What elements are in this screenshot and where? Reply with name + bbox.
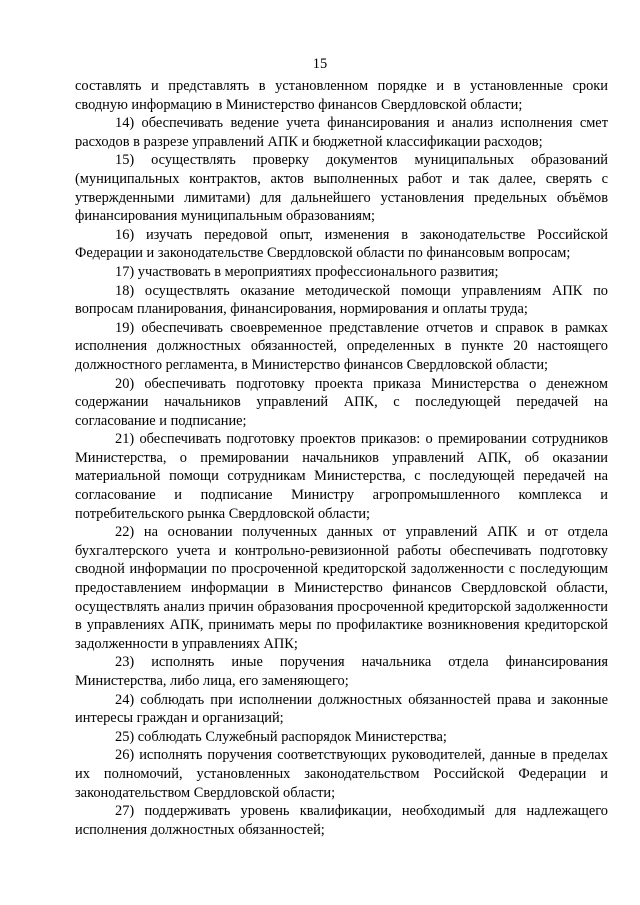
paragraph-item-23: 23) исполнять иные поручения начальника отдела финансирования Министерства, либо лица, его заменяющего;	[75, 654, 608, 689]
paragraph-item-18: 18) осуществлять оказание методической помощи управлениям АПК по вопросам планирования, финансирования, нормирования и оплаты труда;	[75, 282, 608, 318]
paragraph-item-27: 27) поддерживать уровень квалификации, необходимый для надлежащего исполнения должностных обязанностей;	[75, 803, 608, 838]
paragraph-item-26: 26) исполнять поручения соответствующих руководителей, данные в пределах их полномочий, установленных законодательством Российской Федерации и законодательством Свердловской области;	[75, 747, 608, 801]
paragraph-item-20: 20) обеспечивать подготовку проекта приказа Министерства о денежном содержании начальников управлений АПК, с последующей передачей на согласование и подписание;	[75, 375, 608, 429]
page-number: 15	[312, 56, 328, 72]
paragraph-continuation: составлять и представлять в установленном порядке и в установленные сроки сводную информацию в Министерство финансов Свердловской области;	[75, 78, 608, 113]
paragraph-item-21: 21) обеспечивать подготовку проектов приказов: о премировании сотрудников Министерства, о премировании начальников управлений АПК, об оказании материальной помощи сотрудникам Министерства, с последующей передачей на согласование и подписание Министру агропромышленного комплекса и потребительского рынка Свердловской области;	[75, 431, 608, 522]
paragraph-item-17: 17) участвовать в мероприятиях профессионального развития;	[115, 263, 499, 280]
paragraph-item-16: 16) изучать передовой опыт, изменения в законодательстве Российской Федерации и законодательстве Свердловской области по финансовым вопросам;	[75, 226, 608, 262]
paragraph-item-19: 19) обеспечивать своевременное представление отчетов и справок в рамках исполнения должностных обязанностей, определенных в пункте 20 настоящего должностного регламента, в Министерство финансов Свердловской области;	[75, 319, 608, 373]
paragraph-item-15: 15) осуществлять проверку документов муниципальных образований (муниципальных контрактов, актов выполненных работ и так далее, сверять с утвержденными лимитами) для дальнейшего установления предельных объёмов финансирования муниципальным образованиям;	[75, 152, 608, 225]
paragraph-item-25: 25) соблюдать Служебный распорядок Министерства;	[115, 728, 447, 745]
document-body	[75, 77, 608, 839]
paragraph-item-24: 24) соблюдать при исполнении должностных обязанностей права и законные интересы граждан и организаций;	[75, 691, 608, 727]
paragraph-item-22: 22) на основании полученных данных от управлений АПК и от отдела бухгалтерского учета и контрольно-ревизионной работы обеспечивать подготовку сводной информации по просроченной кредиторской задолженности с последующим предоставлением информации в Министерство финансов Свердловской области, осуществлять анализ причин образования просроченной кредиторской задолженности в управлениях АПК, принимать меры по профилактике возникновения кредиторской задолженности в управлениях АПК;	[75, 524, 608, 652]
paragraph-item-14: 14) обеспечивать ведение учета финансирования и анализ исполнения смет расходов в разрезе управлений АПК и бюджетной классификации расходов;	[75, 115, 608, 150]
